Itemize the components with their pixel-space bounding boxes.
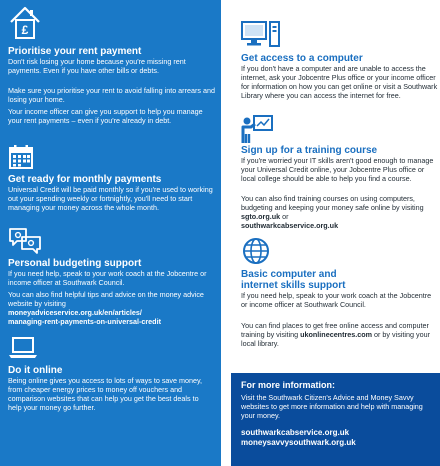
online-paragraph: Being online gives you access to lots of ways to save money, from cheaper energy prices to money off vouchers and comparison websites that can help you get the best deals to help your money go further. (8, 376, 203, 412)
training-text: You can also find training courses on using computers, budgeting and keeping your money safe online by visiting (241, 194, 424, 212)
sgto-link[interactable]: sgto.org.uk (241, 211, 281, 221)
skills-heading-line-1: Basic computer and (241, 269, 337, 280)
skills-heading-line-2: internet skills support (241, 280, 346, 291)
calendar-icon (8, 144, 34, 170)
skills-text-end: or by visiting your local library. (241, 329, 430, 348)
money-advice-link-line-2[interactable]: managing-rent-payments-on-universal-credit (8, 316, 161, 326)
training-heading: Sign up for a training course (241, 145, 378, 156)
skills-paragraph-2 (241, 322, 439, 349)
monthly-paragraph: Universal Credit will be paid monthly so if you're used to working out your spending weekly or fortnightly, you'll need to start managing your money across the whole month. (8, 185, 213, 212)
money-advice-link-line-1[interactable]: moneyadviceservice.org.uk/en/articles/ (8, 307, 142, 317)
computer-paragraph: If you don't have a computer and are unable to access the internet, ask your Jobcentre Plus office or your income officer for information on how you can get online or visit a Southwark Library where you can access the internet for free. (241, 64, 438, 100)
budgeting-paragraph-2 (8, 291, 216, 327)
skills-text: You can find places to get free online access and computer training by visiting (241, 321, 429, 339)
skills-heading (241, 269, 345, 291)
rent-heading: Prioritise your rent payment (8, 46, 142, 57)
money-savvy-link[interactable]: moneysavvysouthwark.org.uk (241, 438, 356, 447)
southwark-cab-link[interactable]: southwarkcabservice.org.uk (241, 220, 339, 230)
house-pound-icon (8, 4, 42, 42)
skills-paragraph-1: If you need help, speak to your work coach at the Jobcentre or income officer at Southwark Council. (241, 291, 432, 309)
online-heading: Do it online (8, 365, 63, 376)
ukonline-link[interactable]: ukonlinecentres.com (300, 329, 373, 339)
desktop-computer-icon (241, 20, 281, 48)
monthly-heading: Get ready for monthly payments (8, 174, 162, 185)
rent-paragraph-1: Don't risk losing your home because you're missing rent payments. Even if you have other bills or debts. (8, 57, 186, 75)
laptop-icon (8, 336, 38, 360)
rent-paragraph-2: Make sure you prioritise your rent to avoid falling into arrears and losing your home. (8, 86, 215, 104)
info-box (231, 373, 440, 466)
budgeting-heading: Personal budgeting support (8, 258, 142, 269)
svg-text:£: £ (21, 23, 29, 37)
budgeting-paragraph-1: If you need help, speak to your work coach at the Jobcentre or income officer at Southwark Council. (8, 269, 207, 287)
right-column (231, 0, 440, 466)
training-or: or (282, 211, 289, 221)
rent-paragraph-3: Your income officer can give you support to help you manage your rent payments – even if you're already in debt. (8, 107, 203, 125)
speech-bubbles-icon (8, 226, 42, 254)
training-paragraph-1: If you're worried your IT skills aren't good enough to manage your Universal Credit online, your Jobcentre Plus office or local college should be able to help you find a course. (241, 156, 434, 183)
presenter-board-icon (241, 114, 273, 144)
computer-heading: Get access to a computer (241, 53, 363, 64)
info-title: For more information: (241, 380, 335, 390)
training-paragraph-2 (241, 195, 439, 231)
globe-icon (241, 236, 271, 266)
southwark-cab-info-link[interactable]: southwarkcabservice.org.uk (241, 428, 350, 437)
info-text: Visit the Southwark Citizen's Advice and Money Savvy websites to get more information and help with managing your money. (241, 393, 423, 420)
budgeting-text: You can also find helpful tips and advice on the money advice website by visiting (8, 290, 204, 308)
